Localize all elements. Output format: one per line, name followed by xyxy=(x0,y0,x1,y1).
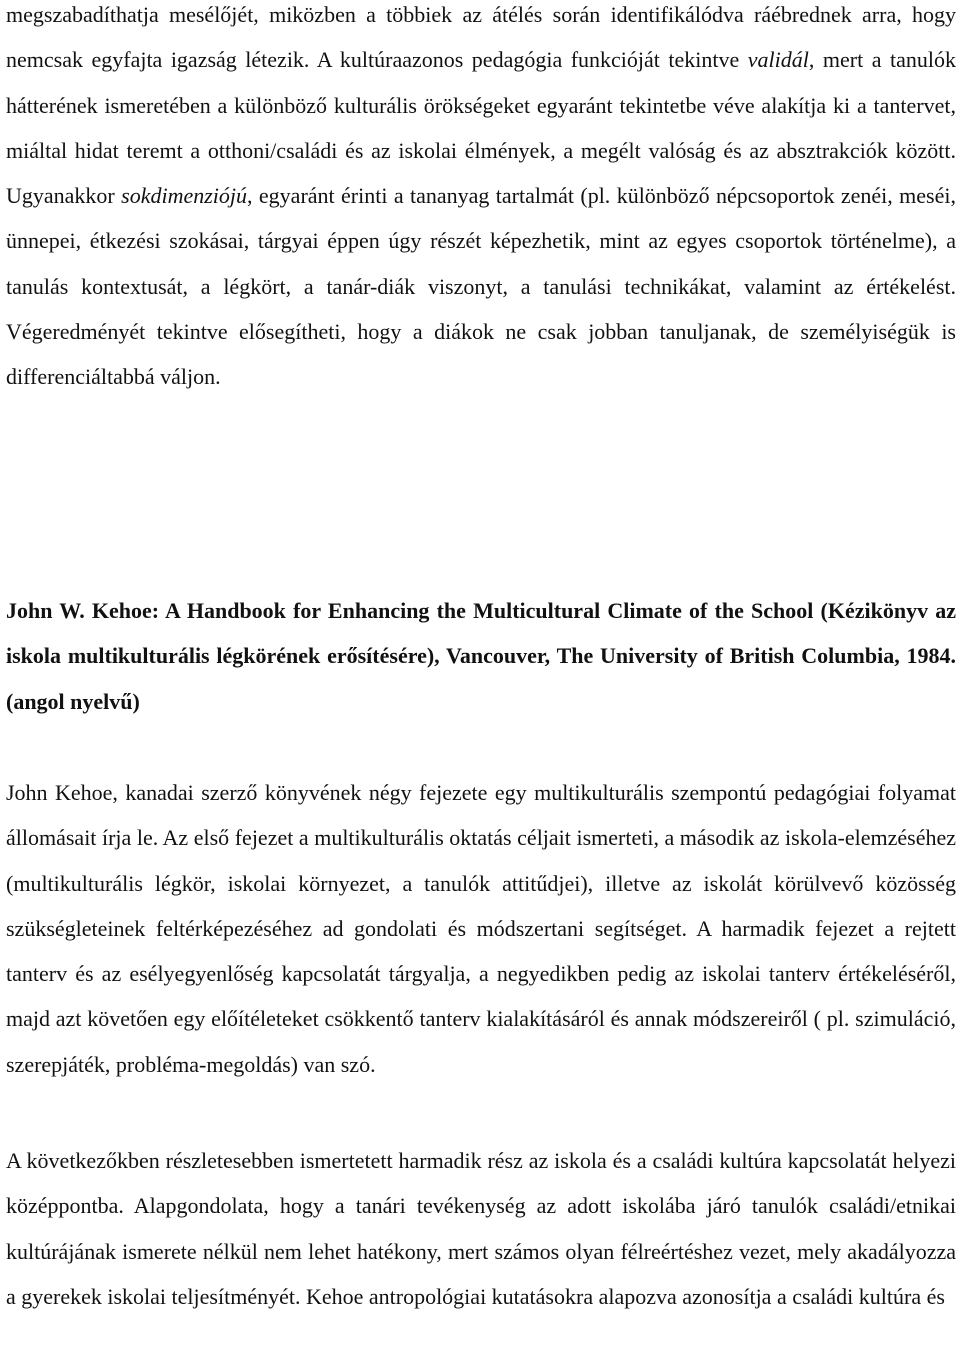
body-paragraph-3: A következőkben részletesebben ismertetett harmadik rész az iskola és a családi kultúra kapcsolatát helyezi középpontba. Alapgondolata, hogy a tanári tevékenység az adott iskolába járó tanulók családi/etnikai kultúrájának ismerete nélkül nem lehet hatékony, mert számos olyan félreértéshez vezet, mely akadályozza a gyerekek iskolai teljesítményét. Kehoe antropológiai kutatásokra alapozva azonosítja a családi kultúra és xyxy=(6,1148,956,1309)
paragraph-1-italic-validal: validál xyxy=(747,47,809,73)
paragraph-1-text-c: , egyaránt érinti a tananyag tartalmát (pl. különböző népcsoportok zenéi, meséi, ünnepei, étkezési szokásai, tárgyai éppen úgy részét képezhetik, mint az egyes csoportok történelme), a tanulás kontextusát, a légkört, a tanár-diák viszonyt, a tanulási technikákat, valamint az értékelést. Végeredményét tekintve elősegítheti, hogy a diákok ne csak jobban tanuljanak, de személyiségük is differenciáltabbá váljon. xyxy=(6,183,956,390)
paragraph-1-text-b: , mert a tanulók hátterének ismeretében a különböző kulturális örökségeket egyaránt tekintetbe véve alakítja ki a tantervet, miáltal hidat teremt a otthoni/családi és az iskolai élmények, a megélt valóság és az absztrakciók között. Ugyanakkor xyxy=(6,47,956,209)
reference-heading: John W. Kehoe: A Handbook for Enhancing the Multicultural Climate of the School (Kézikönyv az iskola multikulturális légkörének erősítésére), Vancouver, The University of British Columbia, 1984. (angol nyelvű) xyxy=(6,598,956,714)
body-paragraph-2: John Kehoe, kanadai szerző könyvének négy fejezete egy multikulturális szempontú pedagógiai folyamat állomásait írja le. Az első fejezet a multikulturális oktatás céljait ismerteti, a második az iskola-elemzéséhez (multikulturális légkör, iskolai környezet, a tanulók attitűdjei), illetve az iskolát körülvevő közösség szükségleteinek feltérképezéséhez ad gondolati és módszertani segítséget. A harmadik fejezet a rejtett tanterv és az esélyegyenlőség kapcsolatát tárgyalja, a negyedikben pedig az iskolai tanterv értékeléséről, majd azt követően egy előítéleteket csökkentő tanterv kialakításáról és annak módszereiről ( pl. szimuláció, szerepjáték, probléma-megoldás) van szó. xyxy=(6,780,956,1077)
paragraph-1-italic-sokdimenziojú: sokdimenziójú xyxy=(121,183,248,209)
body-paragraph-1 xyxy=(6,0,956,400)
paragraph-1-text-a: megszabadíthatja mesélőjét, miközben a többiek az átélés során identifikálódva ráébrednek arra, hogy nemcsak egyfajta igazság létezik. A kultúraazonos pedagógia funkcióját tekintve xyxy=(6,2,956,73)
